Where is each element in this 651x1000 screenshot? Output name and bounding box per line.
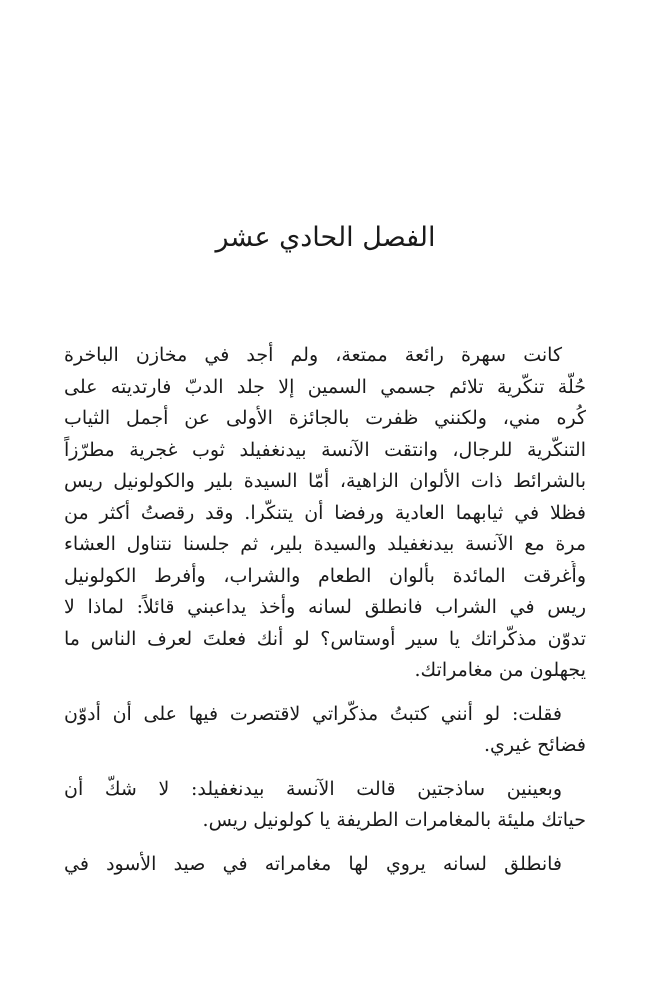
text-line: بالشرائط ذات الألوان الزاهية، أمّا السيدة بلير والكولونيل ريس bbox=[64, 470, 586, 492]
text-line: وأُغرقت المائدة بألوان الطعام والشراب، وأفرط الكولونيل bbox=[64, 564, 586, 587]
text-line: وبعينين ساذجتين قالت الآنسة بيدنغفيلد: لا شكّ أن bbox=[64, 777, 562, 800]
paragraph-2 bbox=[64, 699, 586, 762]
paragraph-1 bbox=[64, 340, 586, 687]
text-line: فضائح غيري. bbox=[483, 734, 586, 756]
text-line: فقلت: لو أنني كتبتُ مذكّراتي لاقتصرت فيها على أن أدوّن bbox=[64, 702, 562, 725]
text-line: كانت سهرة رائعة ممتعة، ولم أجد في مخازن الباخرة bbox=[64, 344, 562, 366]
chapter-body bbox=[64, 340, 586, 892]
text-line: ريس في الشراب فانطلق لسانه وأخذ يداعبني قائلاً: لماذا لا bbox=[64, 596, 586, 618]
text-line: فانطلق لسانه يروي لها مغامراته في صيد الأسود في bbox=[64, 852, 562, 875]
text-line: كُره مني، ولكنني ظفرت بالجائزة الأولى عن أجمل الثياب bbox=[64, 407, 586, 429]
text-line: مرة مع الآنسة بيدنغفيلد والسيدة بلير، ثم جلسنا نتناول العشاء bbox=[64, 533, 586, 555]
text-line: تدوّن مذكّراتك يا سير أوستاس؟ لو أنك فعلتَ لعرف الناس ما bbox=[64, 627, 586, 650]
paragraph-4 bbox=[64, 849, 586, 881]
text-line: التنكّرية للرجال، وانتقت الآنسة بيدنغفيلد ثوب غجرية مطرّزاً bbox=[64, 438, 586, 461]
text-line: يجهلون من مغامراتك. bbox=[414, 659, 586, 681]
text-line: حياتك مليئة بالمغامرات الطريفة يا كولونيل ريس. bbox=[202, 809, 586, 831]
text-line: فظلا في ثيابهما العادية ورفضا أن يتنكّرا. وقد رقصتُ أكثر من bbox=[64, 501, 586, 524]
chapter-title: الفصل الحادي عشر bbox=[215, 222, 436, 253]
paragraph-3 bbox=[64, 774, 586, 837]
text-line: حُلّة تنكّرية تلائم جسمي السمين إلا جلد الدبّ فارتديته على bbox=[64, 375, 586, 398]
